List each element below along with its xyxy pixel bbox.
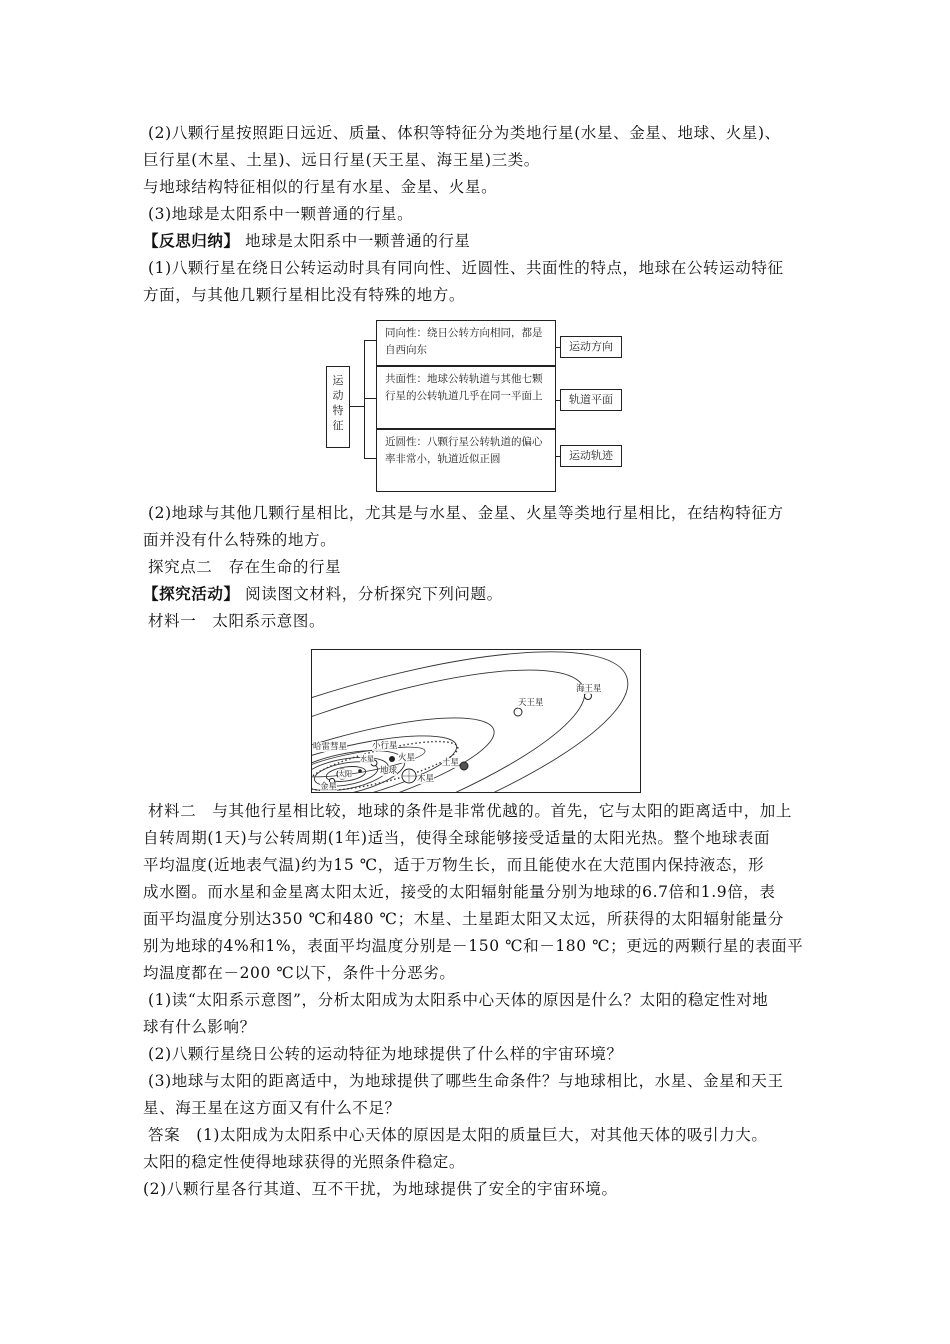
paragraph-line: (2)地球与其他几颗行星相比，尤其是与水星、金星、火星等类地行星相比，在结构特征方 <box>148 504 784 522</box>
asteroids-label: 小行星 <box>372 741 398 751</box>
mercury-mark <box>358 769 362 773</box>
paragraph-line: 均温度都在－200 ℃以下，条件十分恶劣。 <box>143 964 456 982</box>
diagram-main-box <box>326 366 350 448</box>
sun-label: 太阳 <box>338 770 352 778</box>
paragraph-line: (3)地球是太阳系中一颗普通的行星。 <box>148 205 414 223</box>
solar-system-diagram <box>311 649 641 793</box>
reflect-heading <box>143 230 471 252</box>
answer-line: (2)八颗行星各行其道、互不干扰，为地球提供了安全的宇宙环境。 <box>143 1180 618 1198</box>
feature-box: 共面性：地球公转轨道与其他七颗行星的公转轨道几乎在同一平面上 <box>376 366 556 429</box>
reflect-title: 地球是太阳系中一颗普通的行星 <box>239 232 471 250</box>
question-line: 星、海王星在这方面又有什么不足？ <box>143 1099 401 1117</box>
diagram-main-label: 运动特征 <box>332 374 344 432</box>
paragraph-line: 面并没有什么特殊的地方。 <box>143 531 337 549</box>
neptune-label: 海王星 <box>576 684 602 694</box>
mercury-label: 水星 <box>360 755 374 763</box>
answer-line: 太阳的稳定性使得地球获得的光照条件稳定。 <box>143 1153 466 1171</box>
question-line: (2)八颗行星绕日公转的运动特征为地球提供了什么样的宇宙环境？ <box>148 1045 623 1063</box>
activity-heading <box>143 583 503 605</box>
feature-box: 同向性：绕日公转方向相同，都是自西向东 <box>376 320 556 366</box>
mars-label: 火星 <box>398 753 416 763</box>
saturn-mark <box>460 762 468 770</box>
saturn-label: 土星 <box>442 758 460 768</box>
paragraph-line: 面平均温度分别达350 ℃和480 ℃；木星、土星距太阳又太远，所获得的太阳辐射能量分 <box>143 910 785 928</box>
orbit-drawing <box>312 650 641 793</box>
reflect-tag: 【反思归纳】 <box>143 231 240 250</box>
paragraph-line: (1)八颗行星在绕日公转运动时具有同向性、近圆性、共面性的特点，地球在公转运动特征 <box>148 259 784 277</box>
paragraph-line: 别为地球的4%和1%，表面平均温度分别是－150 ℃和－180 ℃；更远的两颗行星的表面平 <box>143 937 804 955</box>
paragraph-line: 方面，与其他几颗行星相比没有特殊的地方。 <box>143 286 466 304</box>
activity-tag: 【探究活动】 <box>143 584 240 603</box>
uranus-orbit <box>312 650 604 793</box>
paragraph-line: (2)八颗行星按照距日远近、质量、体积等特征分为类地行星(水星、金星、地球、火星)、 <box>148 124 781 142</box>
question-line: (1)读“太阳系示意图”，分析太阳成为太阳系中心天体的原因是什么？太阳的稳定性对地 <box>148 991 769 1009</box>
jupiter-label: 木星 <box>417 774 435 784</box>
feature-tag: 运动方向 <box>560 336 622 358</box>
question-line: (3)地球与太阳的距离适中，为地球提供了哪些生命条件？与地球相比，水星、金星和天王 <box>148 1072 784 1090</box>
section-heading: 探究点二 存在生命的行星 <box>148 558 342 576</box>
uranus-label: 天王星 <box>518 698 544 708</box>
paragraph-line: 材料二 与其他行星相比较，地球的条件是非常优越的。首先，它与太阳的距离适中，加上 <box>148 802 793 820</box>
paragraph-line: 平均温度(近地表气温)约为15 ℃，适于万物生长，而且能使水在大范围内保持液态，形 <box>143 856 765 874</box>
paragraph-line: 成水圈。而水星和金星离太阳太近，接受的太阳辐射能量分别为地球的6.7倍和1.9倍，表 <box>143 883 776 901</box>
feature-box: 近圆性：八颗行星公转轨道的偏心率非常小，轨道近似正圆 <box>376 429 556 492</box>
paragraph-line: 与地球结构特征相似的行星有水星、金星、火星。 <box>143 178 498 196</box>
halley-label: 哈雷彗星 <box>313 742 348 752</box>
venus-label: 金星 <box>320 782 338 792</box>
earth-mark <box>389 756 395 762</box>
material-caption: 材料一 太阳系示意图。 <box>148 612 326 630</box>
answer-line: 答案 (1)太阳成为太阳系中心天体的原因是太阳的质量巨大，对其他天体的吸引力大。 <box>148 1126 768 1144</box>
feature-tag: 轨道平面 <box>560 389 622 411</box>
feature-tag: 运动轨迹 <box>560 445 622 467</box>
earth-label: 地球 <box>380 766 398 776</box>
paragraph-line: 自转周期(1天)与公转周期(1年)适当，使得全球能够接受适量的太阳光热。整个地球表面 <box>143 829 771 847</box>
activity-text: 阅读图文材料，分析探究下列问题。 <box>239 585 503 603</box>
paragraph-line: 巨行星(木星、土星)、远日行星(天王星、海王星)三类。 <box>143 151 540 169</box>
uranus-mark <box>514 708 522 716</box>
question-line: 球有什么影响？ <box>143 1018 256 1036</box>
motion-features-diagram <box>326 318 626 494</box>
